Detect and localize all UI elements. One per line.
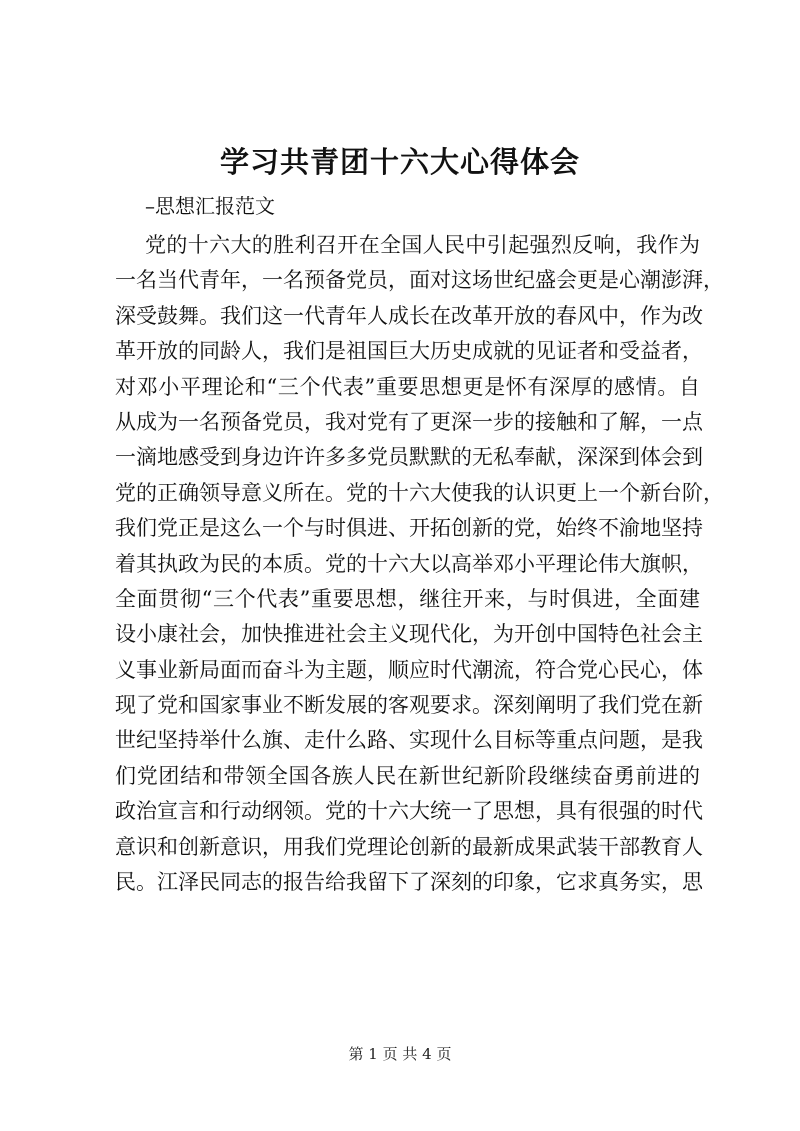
document-subtitle: –思想汇报范文 — [145, 194, 275, 218]
paragraph-line: 设小康社会，加快推进社会主义现代化，为开创中国特色社会主 — [115, 622, 703, 647]
paragraph-line: 从成为一名预备党员，我对党有了更深一步的接触和了解，一点 — [115, 409, 703, 434]
paragraph-line: 现了党和国家事业不断发展的客观要求。深刻阐明了我们党在新 — [115, 693, 703, 718]
paragraph-line: 深受鼓舞。我们这一代青年人成长在改革开放的春风中，作为改 — [115, 303, 703, 328]
paragraph-line: 对邓小平理论和“三个代表”重要思想更是怀有深厚的感情。自 — [115, 374, 700, 399]
paragraph-line: 意识和创新意识，用我们党理论创新的最新成果武装干部教育人 — [115, 834, 703, 859]
paragraph-line: 世纪坚持举什么旗、走什么路、实现什么目标等重点问题，是我 — [115, 728, 703, 753]
paragraph-line: 一滴地感受到身边许许多多党员默默的无私奉献，深深到体会到 — [115, 445, 703, 470]
paragraph-line: 一名当代青年，一名预备党员，面对这场世纪盛会更是心潮澎湃， — [115, 268, 724, 293]
body-paragraph — [115, 228, 724, 900]
paragraph-line: 着其执政为民的本质。党的十六大以高举邓小平理论伟大旗帜， — [115, 551, 703, 576]
paragraph-line: 党的十六大的胜利召开在全国人民中引起强烈反响，我作为 — [145, 233, 700, 257]
paragraph-line: 们党团结和带领全国各族人民在新世纪新阶段继续奋勇前进的 — [115, 763, 700, 788]
page-number-footer: 第 1 页 共 4 页 — [348, 1045, 452, 1063]
paragraph-line: 革开放的同龄人，我们是祖国巨大历史成就的见证者和受益者， — [115, 339, 703, 364]
document-title: 学习共青团十六大心得体会 — [219, 145, 580, 179]
paragraph-line: 政治宣言和行动纲领。党的十六大统一了思想，具有很强的时代 — [115, 799, 703, 824]
paragraph-line: 义事业新局面而奋斗为主题，顺应时代潮流，符合党心民心，体 — [115, 657, 703, 682]
paragraph-line: 党的正确领导意义所在。党的十六大使我的认识更上一个新台阶， — [115, 480, 724, 505]
paragraph-line: 我们党正是这么一个与时俱进、开拓创新的党，始终不渝地坚持 — [115, 516, 703, 541]
paragraph-line: 民。江泽民同志的报告给我留下了深刻的印象，它求真务实，思 — [115, 870, 703, 895]
paragraph-line: 全面贯彻“三个代表”重要思想，继往开来，与时俱进，全面建 — [115, 586, 700, 611]
